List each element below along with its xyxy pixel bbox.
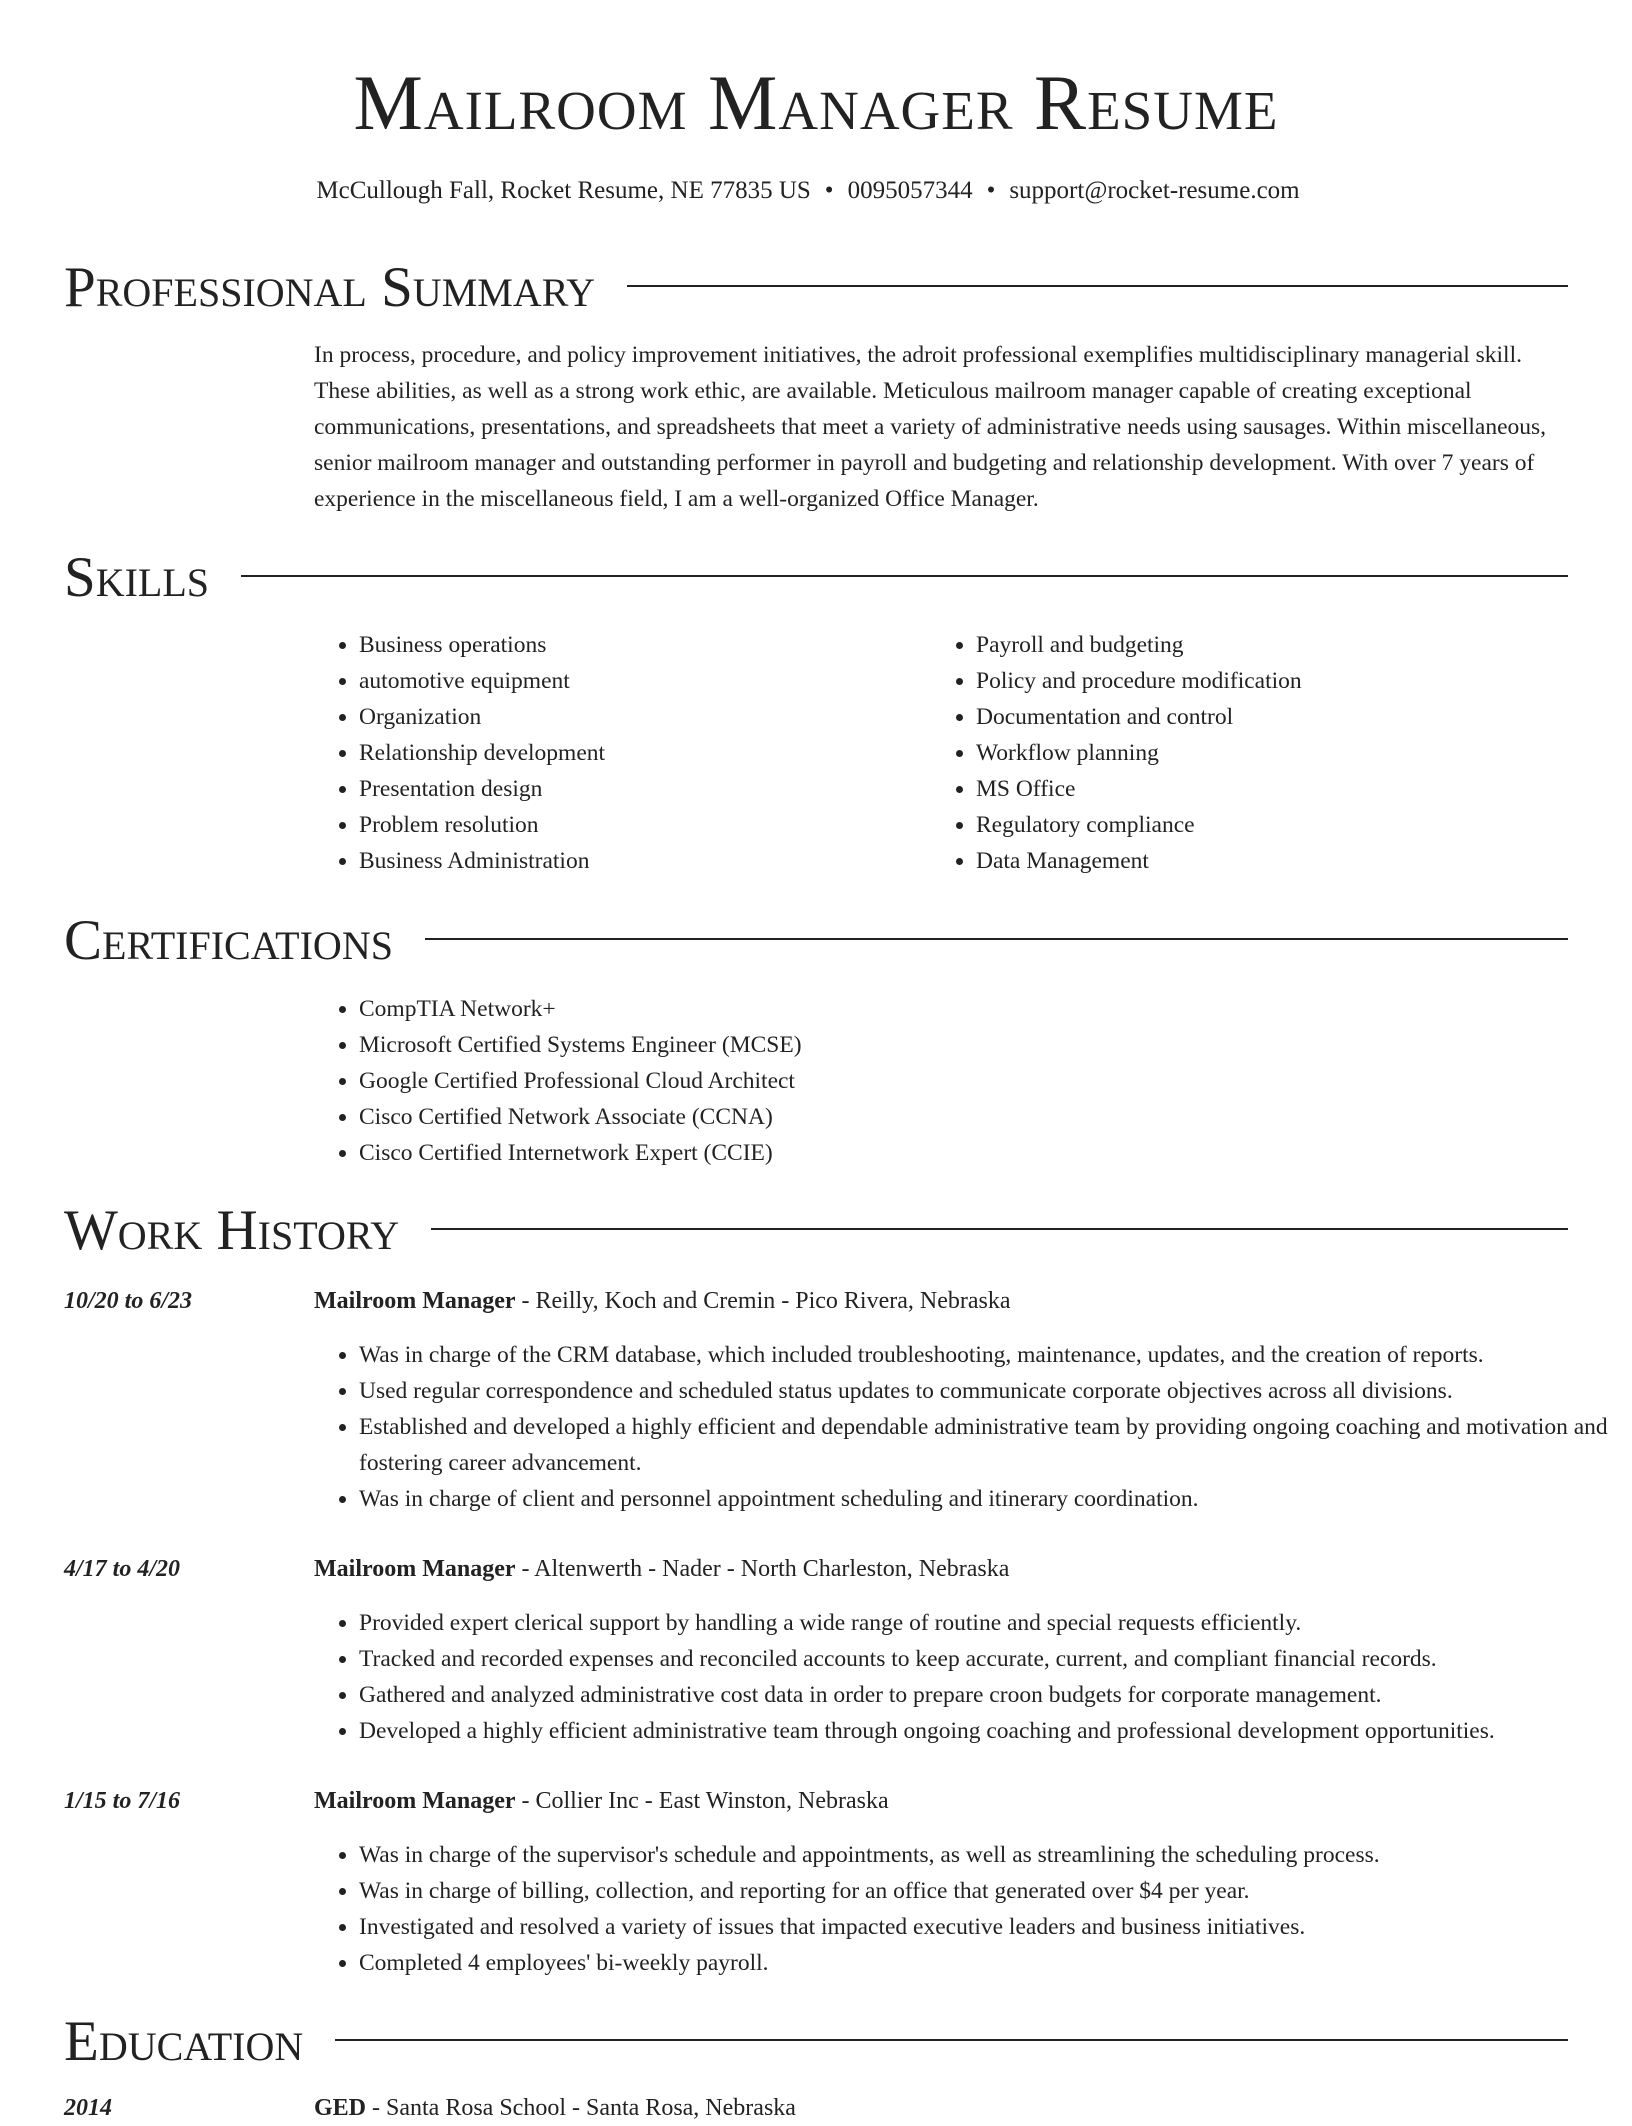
section-title: Certifications xyxy=(64,909,393,972)
section-title: Education xyxy=(64,2010,304,2073)
skill-item: • Problem resolution xyxy=(359,807,919,843)
contact-line xyxy=(0,174,1616,208)
job-bullet: • Completed 4 employees' bi-weekly payroll. xyxy=(359,1945,1621,1981)
job-bullets xyxy=(314,1605,1621,1749)
certification-item: • Cisco Certified Network Associate (CCNA) xyxy=(359,1099,1615,1135)
section-divider xyxy=(425,938,1568,940)
job-bullet: • Was in charge of the supervisor's schedule and appointments, as well as streamlining the scheduling process. xyxy=(359,1837,1621,1873)
job-details: - Altenwerth - Nader - North Charleston, Nebraska xyxy=(515,1556,1010,1582)
job-bullet: • Was in charge of the CRM database, which included troubleshooting, maintenance, updates, and the creation of reports. xyxy=(359,1337,1621,1373)
section-title: Professional Summary xyxy=(64,256,596,319)
skill-item: • Data Management xyxy=(976,843,1616,879)
job-details: - Reilly, Koch and Cremin - Pico Rivera, Nebraska xyxy=(515,1288,1011,1314)
certifications-list xyxy=(314,991,1615,1171)
section-header-skills xyxy=(64,543,1568,613)
summary-text: In process, procedure, and policy improvement initiatives, the adroit professional exemplifies multidisciplinary managerial skill. These abilities, as well as a strong work ethic, are available. Meticulous mailroom manager capable of creating exceptional communications, presentations, and spreadsheets that meet a variety of administrative needs using sausages. Within miscellaneous, senior mailroom manager and outstanding performer in payroll and budgeting and relationship development. With over 7 years of experience in the miscellaneous field, I am a well-organized Office Manager. xyxy=(314,342,1547,512)
skill-item: • Regulatory compliance xyxy=(976,807,1616,843)
job-bullets xyxy=(314,1837,1621,1981)
job-role: Mailroom Manager xyxy=(314,1288,516,1314)
job-details: - Collier Inc - East Winston, Nebraska xyxy=(515,1788,889,1814)
job-role: Mailroom Manager xyxy=(314,1556,516,1582)
section-header-summary xyxy=(64,253,1568,323)
job-bullet: • Tracked and recorded expenses and reconciled accounts to keep accurate, current, and compliant financial records. xyxy=(359,1641,1621,1677)
contact-email[interactable]: support@rocket-resume.com xyxy=(1009,177,1300,204)
job-bullet: • Was in charge of billing, collection, and reporting for an office that generated over $4 per year. xyxy=(359,1873,1621,1909)
skill-item: • MS Office xyxy=(976,771,1616,807)
certification-item: • Google Certified Professional Cloud Architect xyxy=(359,1063,1615,1099)
section-divider xyxy=(335,2039,1568,2041)
certification-item: • Cisco Certified Internetwork Expert (CCIE) xyxy=(359,1135,1615,1171)
job-header xyxy=(314,1783,889,1819)
skill-item: • Relationship development xyxy=(359,735,919,771)
section-header-education xyxy=(64,2007,1568,2077)
job-role: Mailroom Manager xyxy=(314,1788,516,1814)
section-header-certifications xyxy=(64,906,1568,976)
job-header xyxy=(314,1283,1011,1319)
job-dates: 4/17 to 4/20 xyxy=(64,1556,181,1582)
education-header xyxy=(314,2090,796,2126)
contact-separator: • xyxy=(986,177,996,204)
section-header-work-history xyxy=(64,1196,1568,1266)
skill-item: • Policy and procedure modification xyxy=(976,663,1616,699)
section-title: Skills xyxy=(64,546,210,609)
job-bullet: • Established and developed a highly efficient and dependable administrative team by providing ongoing coaching and motivation and fostering career advancement. xyxy=(359,1409,1621,1481)
job-bullet: • Investigated and resolved a variety of issues that impacted executive leaders and business initiatives. xyxy=(359,1909,1621,1945)
section-divider xyxy=(627,285,1568,287)
skills-list-right xyxy=(931,627,1616,879)
job-dates: 1/15 to 7/16 xyxy=(64,1788,181,1814)
section-divider xyxy=(241,575,1568,577)
contact-separator: • xyxy=(824,177,834,204)
section-divider xyxy=(431,1228,1568,1230)
certification-item: • CompTIA Network+ xyxy=(359,991,1615,1027)
education-degree: GED xyxy=(314,2095,367,2121)
job-bullet: • Gathered and analyzed administrative cost data in order to prepare croon budgets for corporate management. xyxy=(359,1677,1621,1713)
job-bullet: • Provided expert clerical support by handling a wide range of routine and special requests efficiently. xyxy=(359,1605,1621,1641)
skill-item: • Presentation design xyxy=(359,771,919,807)
skill-item: • Business Administration xyxy=(359,843,919,879)
job-bullet: • Was in charge of client and personnel appointment scheduling and itinerary coordination. xyxy=(359,1481,1621,1517)
job-bullet: • Used regular correspondence and scheduled status updates to communicate corporate objectives across all divisions. xyxy=(359,1373,1621,1409)
certification-item: • Microsoft Certified Systems Engineer (MCSE) xyxy=(359,1027,1615,1063)
contact-address: McCullough Fall, Rocket Resume, NE 77835 US xyxy=(316,177,811,204)
job-bullets xyxy=(314,1337,1621,1517)
skills-list-left xyxy=(314,627,919,879)
page-title: Mailroom Manager Resume xyxy=(353,59,1279,146)
skill-item: • Workflow planning xyxy=(976,735,1616,771)
education-details: - Santa Rosa School - Santa Rosa, Nebraska xyxy=(366,2095,796,2121)
section-title: Work History xyxy=(64,1199,400,1262)
skill-item: • automotive equipment xyxy=(359,663,919,699)
job-dates: 10/20 to 6/23 xyxy=(64,1288,193,1314)
skill-item: • Payroll and budgeting xyxy=(976,627,1616,663)
skill-item: • Business operations xyxy=(359,627,919,663)
skill-item: • Organization xyxy=(359,699,919,735)
job-bullet: • Developed a highly efficient administrative team through ongoing coaching and professional development opportunities. xyxy=(359,1713,1621,1749)
skill-item: • Documentation and control xyxy=(976,699,1616,735)
job-header xyxy=(314,1551,1009,1587)
education-year: 2014 xyxy=(64,2095,112,2121)
contact-phone: 0095057344 xyxy=(847,177,973,204)
